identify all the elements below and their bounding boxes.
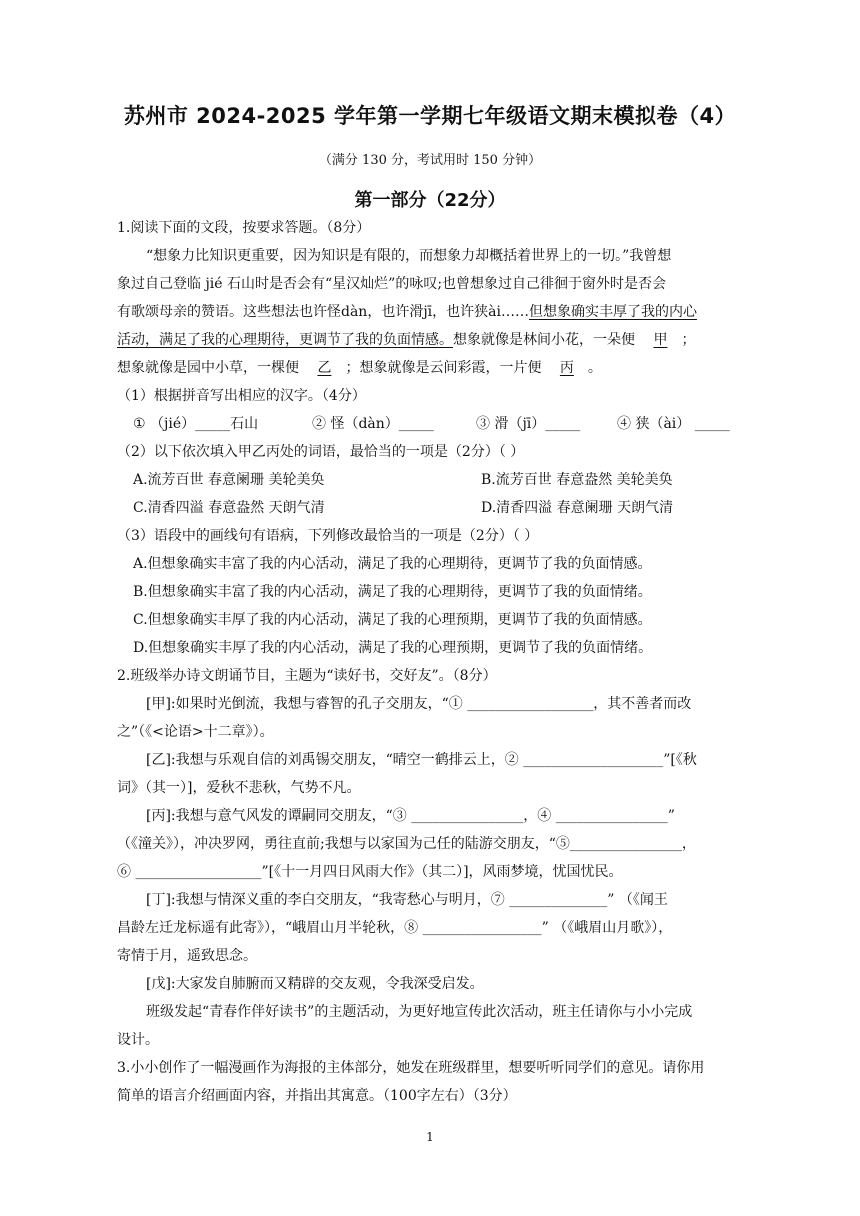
pinyin-item-1: ① （jié）_____石山 xyxy=(133,416,259,432)
section-title: 第一部分（22分） xyxy=(354,190,506,211)
pinyin-item-4: ④ 狭（ài） _____ xyxy=(617,416,730,432)
q1-passage-line-1: “想象力比知识更重要，因为知识是有限的，而想象力却概括着世界上的一切。”我曾想 xyxy=(146,248,672,264)
q2-bing-line-1: [丙]:我想与意气风发的谭嗣同交朋友，“③ ________________，④ ________________” xyxy=(146,808,675,824)
option-b: B.但想象确实丰富了我的内心活动，满足了我的心理期待，更调节了我的负面情绪。 xyxy=(133,584,652,600)
blank-bing: 丙 xyxy=(559,360,574,376)
q1-passage-line-4 xyxy=(117,331,695,349)
q1-stem: 1.阅读下面的文段，按要求答题。（8分） xyxy=(117,220,371,236)
q2-bing-line-3: ⑥ __________________”[《十一月四日风雨大作》（其二）]，风雨梦境，忧国忧民。 xyxy=(117,864,623,880)
q2-jia-line-2: 之”（《<论语>十二章》）。 xyxy=(117,724,274,740)
option-c: C.但想象确实丰厚了我的内心活动，满足了我的心理预期，更调节了我的负面情感。 xyxy=(133,612,652,628)
exam-subtitle: （满分 130 分，考试用时 150 分钟） xyxy=(318,153,542,168)
underlined-sentence: 活动，满足了我的心理期待，更调节了我的负面情感。 xyxy=(117,332,453,348)
exam-title: 苏州市 2024-2025 学年第一学期七年级语文期末模拟卷（4） xyxy=(123,104,737,128)
pinyin-item-3: ③ 滑（jī）_____ xyxy=(476,416,581,432)
passage-text: 有歌颂母亲的赞语。这些想法也许怪dàn，也许滑jī，也许狭ài…… xyxy=(117,304,529,320)
q2-yi-line-1: [乙]:我想与乐观自信的刘禹锡交朋友，“晴空一鹤排云上，② ____________________”[《秋 xyxy=(146,752,697,768)
blank-jia: 甲 xyxy=(653,332,668,348)
option-d: D.但想象确实丰厚了我的内心活动，满足了我的心理预期，更调节了我的负面情绪。 xyxy=(133,640,653,656)
q2-stem: 2.班级举办诗文朗诵节目，主题为“读好书，交好友”。（8分） xyxy=(117,668,497,684)
q1-passage-line-5 xyxy=(117,359,602,377)
option-d: D.清香四溢 春意阑珊 天朗气清 xyxy=(481,500,674,516)
q2-wu-line-1: [戊]:大家发自肺腑而又精辟的交友观，令我深受启发。 xyxy=(146,976,484,992)
q1-sub2: （2）以下依次填入甲乙丙处的词语，最恰当的一项是（2分）（ ） xyxy=(117,444,525,460)
q2-ding-line-1: [丁]:我想与情深义重的李白交朋友，“我寄愁心与明月，⑦ ______________” （《闻王 xyxy=(146,892,668,908)
q2-intro-line-2: 设计。 xyxy=(117,1032,159,1048)
q2-intro-line-1: 班级发起“青春作伴好读书”的主题活动，为更好地宣传此次活动，班主任请你与小小完成 xyxy=(146,1004,693,1020)
underlined-sentence: 但想象确实丰厚了我的内心 xyxy=(528,304,697,320)
passage-text: 想象就像是园中小草，一棵便 xyxy=(117,360,299,376)
passage-text: ；想象就像是云间彩霞，一片便 xyxy=(345,360,542,376)
q2-ding-line-3: 寄情于月，遥致思念。 xyxy=(117,948,257,964)
q1-sub3: （3）语段中的画线句有语病，下列修改最恰当的一项是（2分）（ ） xyxy=(117,528,539,544)
passage-text: 。 xyxy=(587,360,602,376)
q1-passage-line-2: 象过自己登临 jié 石山时是否会有“星汉灿烂”的咏叹;也曾想象过自己徘徊于窗外时是否会 xyxy=(117,276,667,292)
q1-sub1: （1）根据拼音写出相应的汉字。（4分） xyxy=(117,388,366,404)
passage-text: ； xyxy=(681,332,696,348)
q2-yi-line-2: 词》（其一）]，爱秋不悲秋，气势不凡。 xyxy=(117,780,361,796)
option-a: A.流芳百世 春意阑珊 美轮美奂 xyxy=(133,472,325,488)
q1-passage-line-3 xyxy=(117,303,697,321)
option-c: C.清香四溢 春意盎然 天朗气清 xyxy=(133,500,325,516)
passage-text: 想象就像是林间小花，一朵便 xyxy=(453,332,635,348)
q2-ding-line-2: 昌龄左迁龙标遥有此寄》），“峨眉山月半轮秋，⑧ _________________” （《峨眉山月歌》）， xyxy=(117,920,673,936)
q2-jia-line-1: [甲]:如果时光倒流，我想与睿智的孔子交朋友，“① __________________，其不善者而改 xyxy=(146,696,692,712)
q2-bing-line-2: （《潼关》），冲决罗网，勇往直前;我想与以家国为己任的陆游交朋友，“⑤________________， xyxy=(117,836,696,852)
option-b: B.流芳百世 春意盎然 美轮美奂 xyxy=(481,472,673,488)
option-a: A.但想象确实丰富了我的内心活动，满足了我的心理期待，更调节了我的负面情感。 xyxy=(133,556,652,572)
pinyin-item-2: ② 怪（dàn）_____ xyxy=(312,416,434,432)
page-number: 1 xyxy=(426,1130,434,1144)
q3-line-2: 简单的语言介绍画面内容，并指出其寓意。（100字左右）（3分） xyxy=(117,1088,517,1104)
blank-yi: 乙 xyxy=(317,360,332,376)
q3-line-1: 3.小小创作了一幅漫画作为海报的主体部分，她发在班级群里，想要听听同学们的意见。请你用 xyxy=(117,1060,705,1076)
